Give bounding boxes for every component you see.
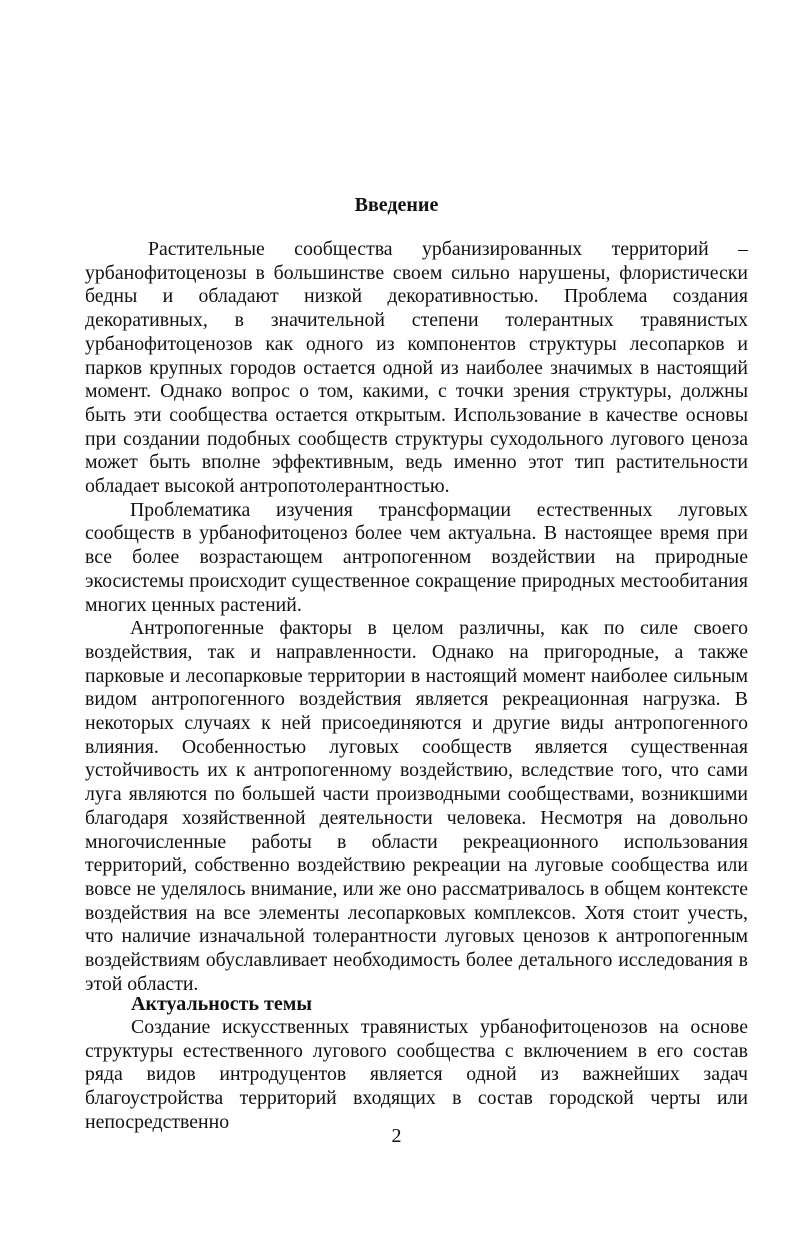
paragraph-3: Антропогенные факторы в целом различны, как по силе своего воздействия, так и направленности. Однако на пригородные, а также парковые и лесопарковые территории в настоящий момент наиболее сильным видом антропогенного воздействия является рекреационная нагрузка. В некоторых случаях к ней присоединяются и другие виды антропогенного влияния. Особенностью луговых сообществ является существенная устойчивость их к антропогенному воздействию, вследствие того, что сами луга являются по большей части производными сообществами, возникшими благодаря хозяйственной деятельности человека. Несмотря на довольно многочисленные работы в области рекреационного использования территорий, собственно воздействию рекреации на луговые сообщества или вовсе не уделялось внимание, или же оно рассматривалось в общем контексте воздействия на все элементы лесопарковых комплексов. Хотя стоит учесть, что наличие изначальной толерантности луговых ценозов к антропогенным воздействиям обуславливает необходимость более детального исследования в этой области. xyxy=(85,617,748,995)
page-title: Введение xyxy=(354,194,439,216)
paragraph-2: Проблематика изучения трансформации естественных луговых сообществ в урбанофитоценоз более чем актуальна. В настоящее время при все более возрастающем антропогенном воздействии на природные экосистемы происходит существенное сокращение природных местообитания многих ценных растений. xyxy=(85,498,748,616)
introduction-body xyxy=(85,238,748,997)
page-number: 2 xyxy=(391,1125,402,1147)
section-body xyxy=(85,1016,748,1135)
paragraph-1: Растительные сообщества урбанизированных территорий – урбанофитоценозы в большинстве своем сильно нарушены, флористически бедны и обладают низкой декоративностью. Проблема создания декоративных, в значительной степени толерантных травянистых урбанофитоценозов как одного из компонентов структуры лесопарков и парков крупных городов остается одной из наиболее значимых в настоящий момент. Однако вопрос о том, какими, с точки зрения структуры, должны быть эти сообщества остается открытым. Использование в качестве основы при создании подобных сообществ структуры суходольного лугового ценоза может быть вполне эффективным, ведь именно этот тип растительности обладает высокой антропотолерантностью. xyxy=(85,238,748,498)
section-heading: Актуальность темы xyxy=(131,993,312,1015)
section-paragraph: Создание искусственных травянистых урбанофитоценозов на основе структуры естественного лугового сообщества с включением в его состав ряда видов интродуцентов является одной из важнейших задач благоустройства территорий входящих в состав городской черты или непосредственно xyxy=(85,1016,748,1133)
